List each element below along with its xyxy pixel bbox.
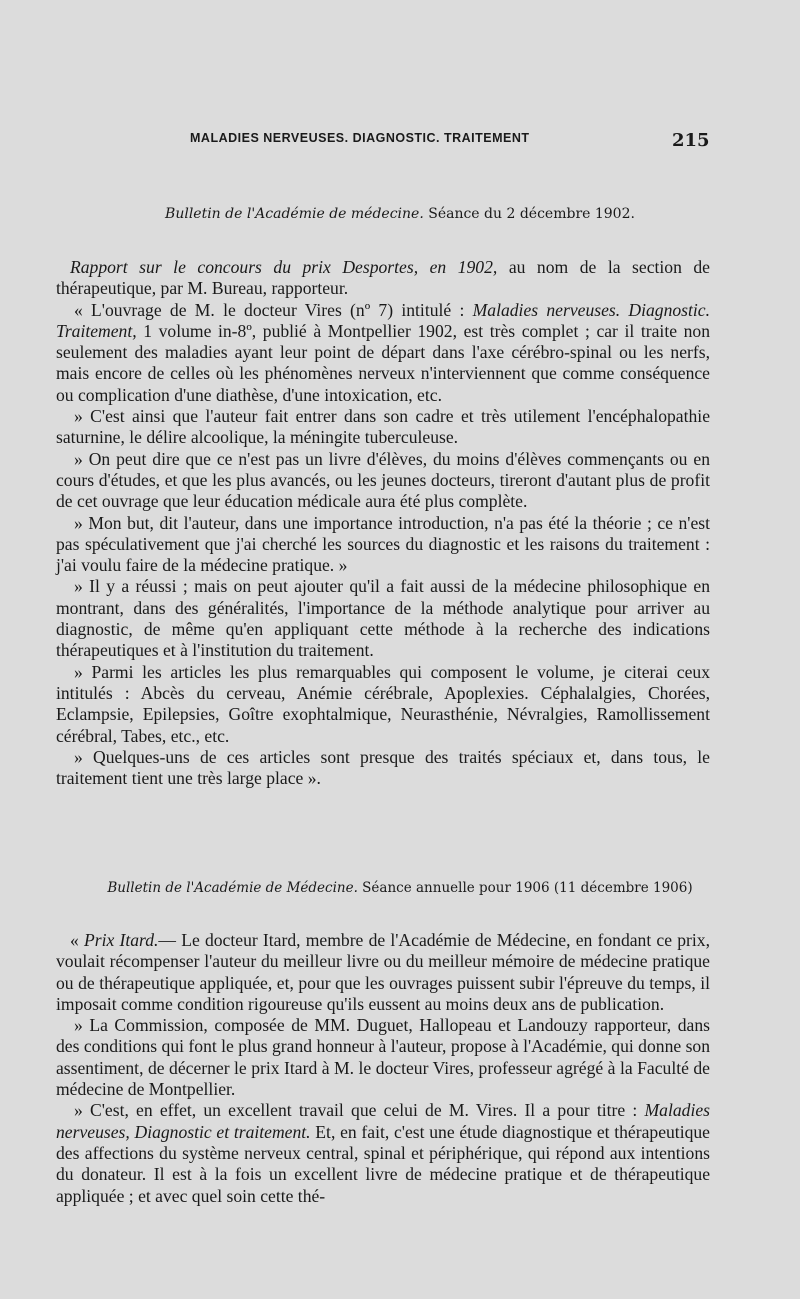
paragraph: » On peut dire que ce n'est pas un livre d'élèves, du moins d'élèves commençants ou en cours d'études, et que les plus avancés, ou les jeunes docteurs, tireront d'autant plus de profit de cet ouvrage que leur éducation médicale aura été plus complète. xyxy=(56,448,710,512)
section-2-heading-rest: Séance annuelle pour 1906 (11 décembre 1906) xyxy=(357,880,693,896)
paragraph-text: » C'est, en effet, un excellent travail que celui de M. Vires. Il a pour titre : xyxy=(74,1100,645,1121)
paragraph-text: 1 volume in-8º, publié à Montpellier 1902, est très complet ; car il traite non seulement des maladies ayant leur point de départ dans l'axe cérébro-spinal ou les nerfs, mais encore de celles où les phénomènes nerveux n'interviennent que comme conséquence ou complication d'une diathèse, d'une intoxication, etc. xyxy=(56,320,710,405)
paragraph xyxy=(56,930,710,1015)
section-2-heading-source: Bulletin de l'Académie de Médecine. xyxy=(107,880,358,896)
paragraph: » Mon but, dit l'auteur, dans une importance introduction, n'a pas été la théorie ; ce n'est pas spéculativement que j'ai cherché les sources du diagnostic et les raisons du traitement : j'ai voulu faire de la médecine pratique. » xyxy=(56,512,710,576)
paragraph xyxy=(56,1100,710,1206)
paragraph: » Il y a réussi ; mais on peut ajouter qu'il a fait aussi de la médecine philosophique en montrant, dans des généralités, l'importance de la méthode analytique pour arriver au diagnostic, de même qu'en appliquant cette méthode à la recherche des indications thérapeutiques et à l'institution du traitement. xyxy=(56,576,710,661)
paragraph-text: « xyxy=(70,930,84,950)
paragraph-text: Et, en fait, c'est une étude diagnostique et thérapeutique des affections du système nerveux central, spinal et périphérique, qui répond aux intentions du donateur. Il est à la fois un excellent livre de médecine pratique et de thérapeutique appliquée ; et avec quel soin cette thé- xyxy=(56,1121,710,1206)
book-title: Maladies nerveuses, Diagnostic et traitement. xyxy=(56,1100,710,1142)
report-title: Rapport sur le concours du prix Desportes, en 1902, xyxy=(70,257,498,277)
paragraph xyxy=(56,300,710,406)
paragraph: » La Commission, composée de MM. Duguet, Hallopeau et Landouzy rapporteur, dans des conditions qui font le plus grand honneur à l'auteur, propose à l'Académie, qui donne son assentiment, de décerner le prix Itard à M. le docteur Vires, professeur agrégé à la Faculté de médecine de Montpellier. xyxy=(56,1015,711,1100)
paragraph xyxy=(56,257,710,300)
paragraph: » Parmi les articles les plus remarquables qui composent le volume, je citerai ceux intitulés : Abcès du cerveau, Anémie cérébrale, Apoplexies. Céphalalgies, Chorées, Eclampsie, Epilepsies, Goître exophtalmique, Neurasthénie, Névralgies, Ramollissement cérébral, Tabes, etc., etc. xyxy=(56,661,710,746)
paragraph-text: « L'ouvrage de M. le docteur Vires (nº 7) intitulé : xyxy=(74,299,473,320)
paragraph-text: au nom de la section de thérapeutique, par M. Bureau, rapporteur. xyxy=(56,257,710,299)
section-2-heading xyxy=(0,880,800,896)
prize-name: Prix Itard. xyxy=(84,930,159,950)
section-1-heading xyxy=(0,206,800,222)
paragraph: » C'est ainsi que l'auteur fait entrer dans son cadre et très utilement l'encéphalopathie saturnine, le délire alcoolique, la méningite tuberculeuse. xyxy=(56,406,710,448)
section-1-heading-source: Bulletin de l'Académie de médecine. xyxy=(165,206,424,222)
section-2-body xyxy=(56,930,710,1207)
section-1-body xyxy=(56,257,710,789)
section-1-heading-rest: Séance du 2 décembre 1902. xyxy=(423,206,635,222)
page-number: 215 xyxy=(672,130,710,151)
paragraph-text: — Le docteur Itard, membre de l'Académie de Médecine, en fondant ce prix, voulait récompenser l'auteur du meilleur livre ou du meilleur mémoire de médecine pratique ou de thérapeutique appliquée, et, pour que les ouvrages puissent subir l'épreuve du temps, il imposait comme condition rigoureuse qu'ils eussent au moins deux ans de publication. xyxy=(56,930,710,1014)
running-header: MALADIES NERVEUSES. DIAGNOSTIC. TRAITEMENT xyxy=(190,131,530,145)
book-title: Maladies nerveuses. Diagnostic. Traitement, xyxy=(56,299,711,341)
paragraph: » Quelques-uns de ces articles sont presque des traités spéciaux et, dans tous, le traitement tient une très large place ». xyxy=(56,746,710,789)
